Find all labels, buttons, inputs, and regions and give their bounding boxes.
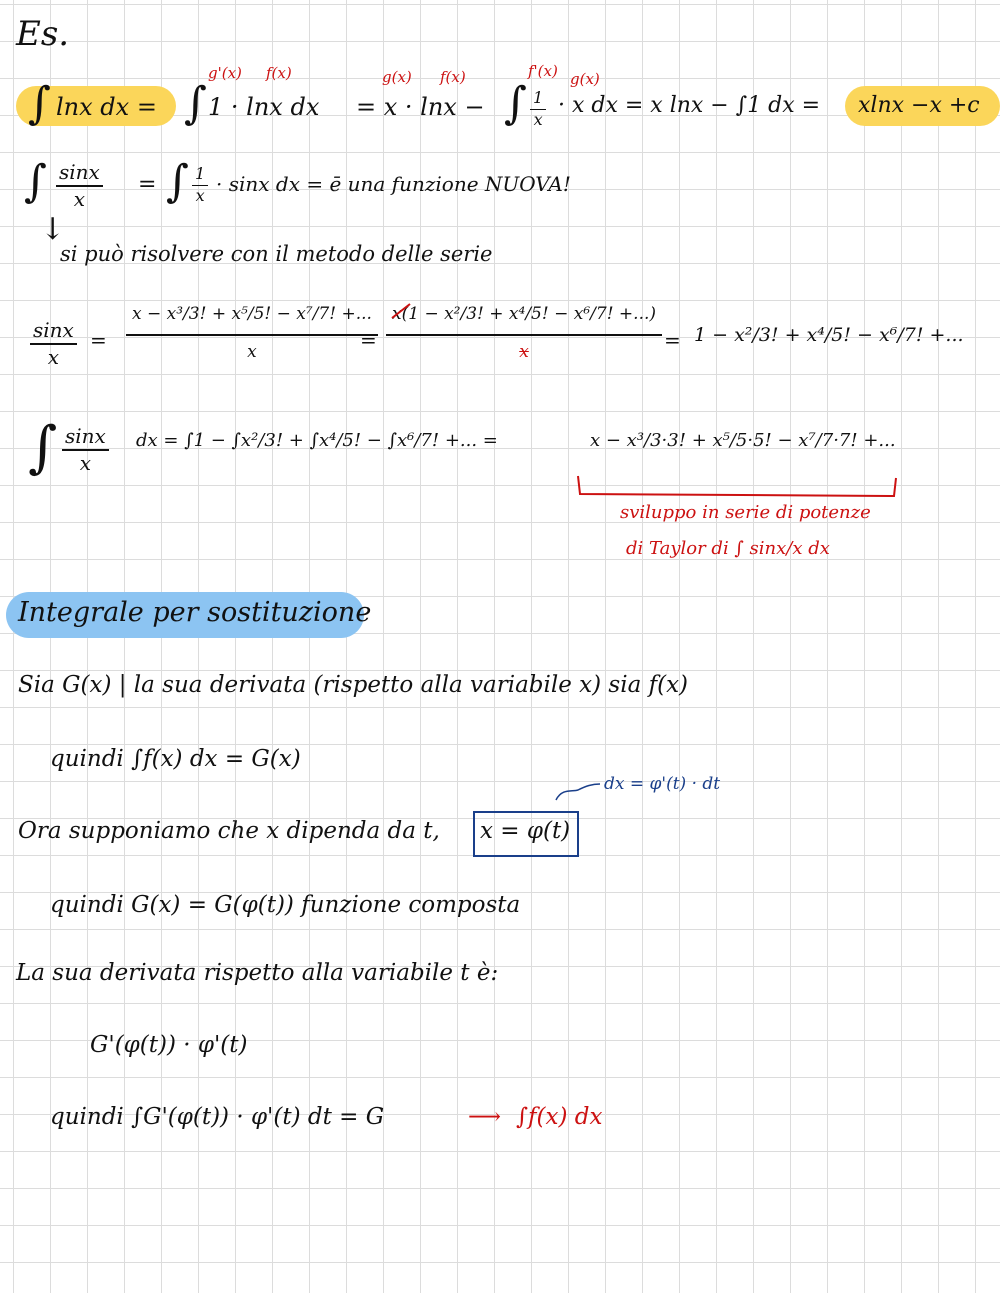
line-1: Sia G(x) | la sua derivata (rispetto alla variabile x) sia f(x) bbox=[18, 672, 689, 698]
fraction-numerator: sinx bbox=[62, 426, 109, 451]
fraction-denominator: x bbox=[519, 341, 529, 362]
line-2: quindi ∫f(x) dx = G(x) bbox=[50, 746, 301, 772]
int-series-mid: dx = ∫1 − ∫x²/3! + ∫x⁴/5! − ∫x⁶/7! +... = bbox=[136, 430, 498, 451]
line-7-red: ∫f(x) dx bbox=[516, 1104, 603, 1130]
annotation-fprime: f'(x) bbox=[528, 62, 558, 80]
fraction-numerator: sinx bbox=[56, 162, 103, 187]
section-title: Integrale per sostituzione bbox=[18, 597, 372, 628]
equals-sign: = bbox=[360, 328, 377, 352]
red-arrow: ⟶ bbox=[468, 1104, 501, 1130]
fraction-denominator: x bbox=[47, 345, 60, 369]
line-6: G'(φ(t)) · φ'(t) bbox=[90, 1032, 248, 1058]
fraction-numerator: x(1 − x²/3! + x⁴/5! − x⁶/7! +...) bbox=[386, 306, 662, 336]
int-series-lhs-fraction bbox=[62, 426, 109, 474]
series-big-fraction-1 bbox=[126, 306, 378, 362]
fraction-numerator: x − x³/3! + x⁵/5! − x⁷/7! +... bbox=[126, 306, 378, 336]
red-bracket bbox=[578, 476, 896, 496]
equals-sign: = bbox=[90, 328, 107, 352]
fraction-denominator: x bbox=[533, 109, 543, 129]
series-big-fraction-2 bbox=[386, 306, 662, 362]
fraction-numerator: 1 bbox=[530, 90, 546, 110]
fraction-denominator: x bbox=[79, 451, 92, 475]
ex1-rest: · x dx = x lnx − ∫1 dx = bbox=[558, 93, 821, 118]
series-lhs-fraction bbox=[30, 320, 77, 368]
es-label: Es. bbox=[16, 14, 70, 54]
ex1-result: xlnx −x +c bbox=[858, 93, 980, 118]
fraction-denominator: x bbox=[73, 187, 86, 211]
series-result: 1 − x²/3! + x⁴/5! − x⁶/7! +... bbox=[694, 324, 964, 346]
integral-sign: ∫ bbox=[166, 156, 189, 207]
red-note-line1: sviluppo in serie di potenze bbox=[620, 502, 871, 523]
note-series: si può risolvere con il metodo delle serie bbox=[60, 242, 493, 266]
down-arrow: ↓ bbox=[40, 212, 66, 247]
annotation-f2: f(x) bbox=[440, 68, 466, 86]
fraction-denominator: x bbox=[247, 341, 257, 362]
fraction-numerator: 1 bbox=[192, 166, 208, 186]
line-5: La sua derivata rispetto alla variabile t è: bbox=[16, 960, 499, 986]
ex1-by-parts: 1 · lnx dx bbox=[208, 93, 320, 121]
annotation-f1: f(x) bbox=[266, 64, 292, 82]
ex2-fraction bbox=[56, 162, 103, 210]
integral-sign: ∫ bbox=[504, 78, 527, 129]
ex2-mid: = bbox=[138, 172, 157, 197]
fraction-numerator: sinx bbox=[30, 320, 77, 345]
ex2-rest: · sinx dx = ē una funzione NUOVA! bbox=[216, 172, 571, 196]
fraction-denominator: x bbox=[195, 185, 205, 205]
annotation-g: g(x) bbox=[382, 68, 412, 86]
line-7: quindi ∫G'(φ(t)) · φ'(t) dt = G bbox=[50, 1104, 385, 1130]
annotation-g2: g(x) bbox=[570, 70, 600, 88]
integral-sign: ∫ bbox=[28, 415, 58, 480]
equals-sign: = bbox=[664, 328, 681, 352]
integral-sign: ∫ bbox=[24, 156, 47, 207]
integral-sign: ∫ bbox=[184, 78, 207, 129]
blue-squiggle-arrow bbox=[556, 784, 600, 800]
ex1-lhs: lnx dx = bbox=[56, 93, 157, 121]
line-3: Ora supponiamo che x dipenda da t, bbox=[18, 818, 440, 844]
int-series-result: x − x³/3·3! + x⁵/5·5! − x⁷/7·7! +... bbox=[590, 430, 896, 451]
red-note-line2: di Taylor di ∫ sinx/x dx bbox=[626, 538, 830, 559]
ex2-inner-fraction bbox=[192, 166, 208, 205]
ex1-fraction bbox=[530, 90, 546, 129]
blue-note: dx = φ'(t) · dt bbox=[604, 774, 721, 794]
ex1-eq-part: = x · lnx − bbox=[356, 93, 485, 121]
annotation-gprime: g'(x) bbox=[208, 64, 242, 82]
line-4: quindi G(x) = G(φ(t)) funzione composta bbox=[50, 892, 521, 918]
boxed-text: x = φ(t) bbox=[480, 818, 571, 844]
integral-sign: ∫ bbox=[28, 78, 51, 129]
